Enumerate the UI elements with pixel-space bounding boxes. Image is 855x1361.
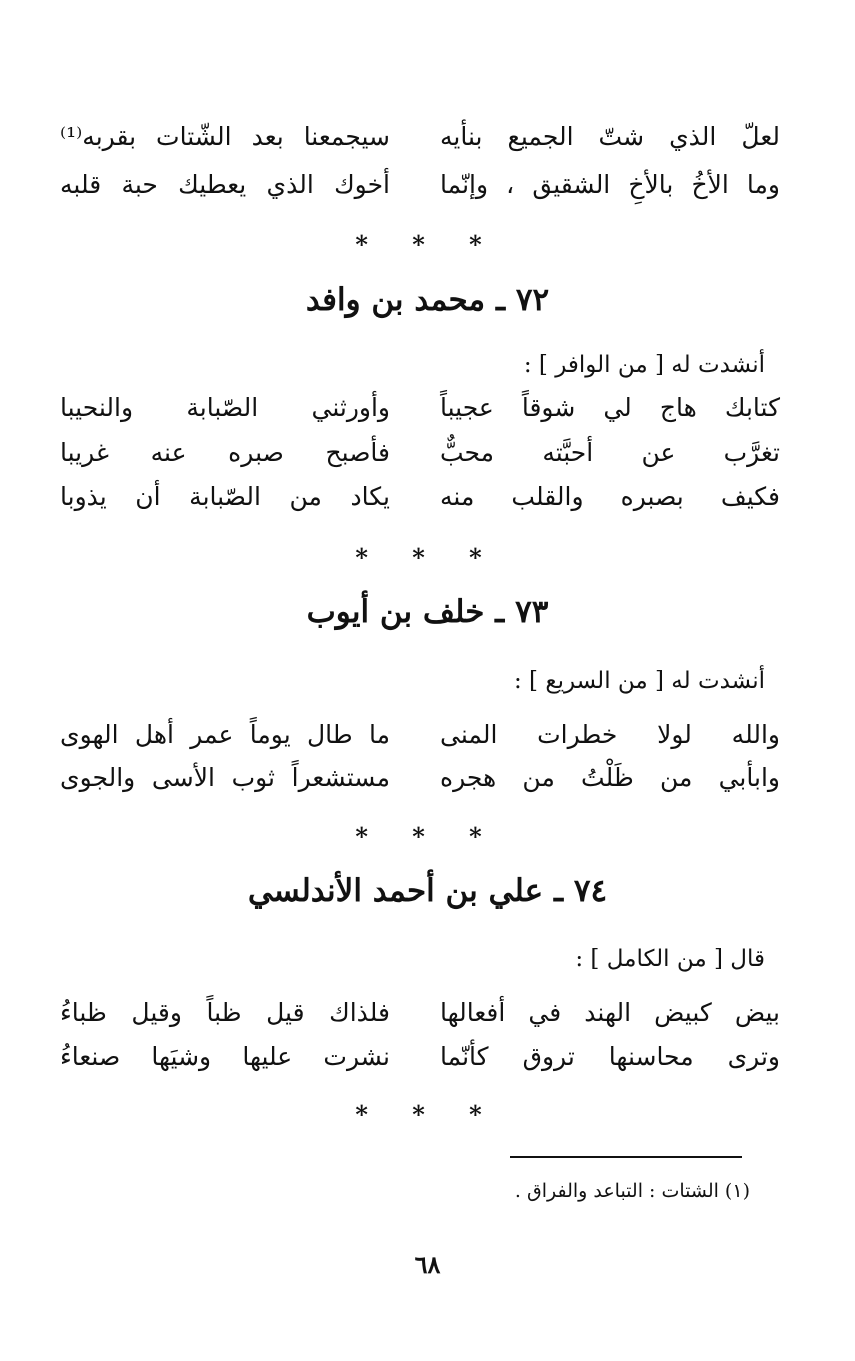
verse-line [60, 122, 780, 151]
verse-line [60, 1042, 780, 1071]
verse-line [60, 998, 780, 1027]
verse-line [60, 720, 780, 749]
section-title: ٧٢ ـ محمد بن وافد [305, 282, 550, 318]
first-hemistich: لعلّ الذي شتّ الجميع بنأيه [440, 122, 780, 151]
section-separator: * * * [355, 230, 500, 259]
poem-intro: أنشدت له [ من الوافر ] : [523, 352, 765, 378]
first-hemistich: وابأبي من ظَلْتُ من هجره [440, 763, 780, 792]
second-hemistich: وأورثني الصّبابة والنحيبا [60, 393, 390, 422]
verse-line [60, 438, 780, 467]
second-hemistich: مستشعراً ثوب الأسى والجوى [60, 763, 390, 792]
poem-intro: قال [ من الكامل ] : [575, 946, 765, 972]
footnote: (١) الشتات : التباعد والفراق . [514, 1180, 750, 1202]
first-hemistich: تغرَّب عن أحبَّته محبٌّ [440, 438, 780, 467]
section-title: ٧٤ ـ علي بن أحمد الأندلسي [247, 873, 608, 909]
first-hemistich: وما الأخُ بالأخِ الشقيق ، وإنّما [440, 170, 780, 199]
section-separator: * * * [355, 543, 500, 572]
section-separator: * * * [355, 822, 500, 851]
verse-line [60, 763, 780, 792]
first-hemistich: فكيف بصبره والقلب منه [440, 482, 780, 511]
second-hemistich: فأصبح صبره عنه غريبا [60, 438, 390, 467]
second-hemistich: ما طال يوماً عمر أهل الهوى [60, 720, 390, 749]
second-hemistich: سيجمعنا بعد الشّتات بقربه⁽¹⁾ [60, 122, 390, 151]
section-separator: * * * [355, 1100, 500, 1129]
footnote-rule [510, 1156, 742, 1158]
second-hemistich: يكاد من الصّبابة أن يذوبا [60, 482, 390, 511]
section-title: ٧٣ ـ خلف بن أيوب [306, 594, 549, 630]
first-hemistich: والله لولا خطرات المنى [440, 720, 780, 749]
first-hemistich: وترى محاسنها تروق كأنّما [440, 1042, 780, 1071]
page-number: ٦٨ [414, 1250, 441, 1279]
first-hemistich: كتابك هاج لي شوقاً عجيباً [440, 393, 780, 422]
verse-line [60, 482, 780, 511]
second-hemistich: أخوك الذي يعطيك حبة قلبه [60, 170, 390, 199]
second-hemistich: نشرت عليها وشيَها صنعاءُ [60, 1042, 390, 1071]
second-hemistich: فلذاك قيل ظباً وقيل ظباءُ [60, 998, 390, 1027]
verse-line [60, 170, 780, 199]
poem-intro: أنشدت له [ من السريع ] : [513, 668, 765, 694]
first-hemistich: بيض كبيض الهند في أفعالها [440, 998, 780, 1027]
verse-line [60, 393, 780, 422]
